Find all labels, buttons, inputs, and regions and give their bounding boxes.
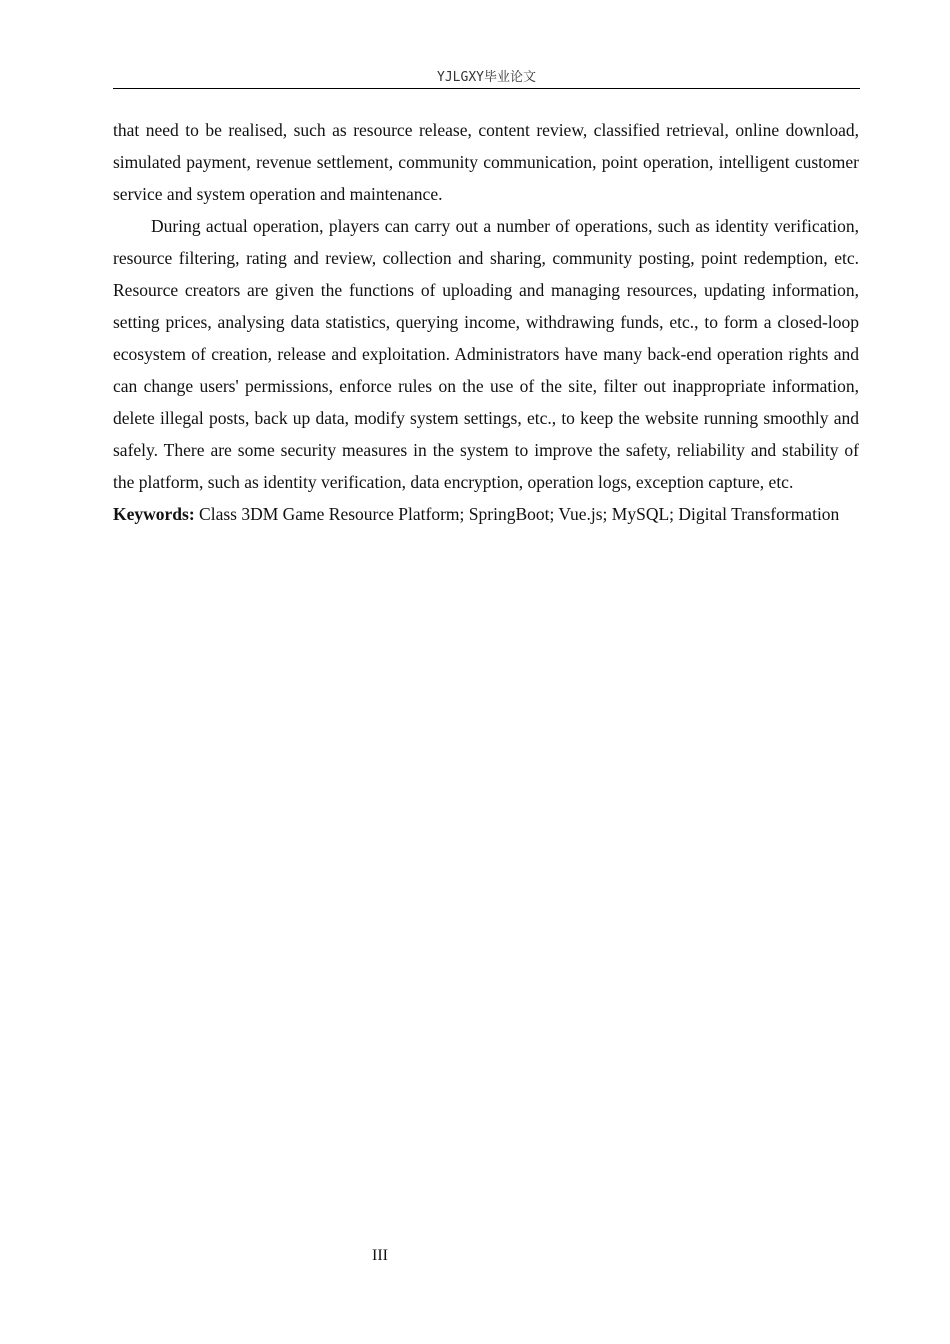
body-paragraph-continued: that need to be realised, such as resource release, content review, classified retrieval, online download, simulated payment, revenue settlement, community communication, point operation, intelligent customer service and system operation and maintenance. [113,120,859,204]
keywords-label: Keywords: [113,504,195,524]
page-number: III [372,1247,388,1264]
header-divider [113,88,860,89]
keywords-text: Class 3DM Game Resource Platform; SpringBoot; Vue.js; MySQL; Digital Transformation [199,504,840,524]
page-header-title: YJLGXY毕业论文 [437,70,536,85]
body-paragraph: During actual operation, players can carry out a number of operations, such as identity verification, resource filtering, rating and review, collection and sharing, community posting, point redemption, etc. Resource creators are given the functions of uploading and managing resources, updating information, setting prices, analysing data statistics, querying income, withdrawing funds, etc., to form a closed-loop ecosystem of creation, release and exploitation. Administrators have many back-end operation rights and can change users' permissions, enforce rules on the use of the site, filter out inappropriate information, delete illegal posts, back up data, modify system settings, etc., to keep the website running smoothly and safely. There are some security measures in the system to improve the safety, reliability and stability of the platform, such as identity verification, data encryption, operation logs, exception capture, etc. [113,216,859,492]
document-body [113,114,859,530]
keywords-line [113,498,859,530]
